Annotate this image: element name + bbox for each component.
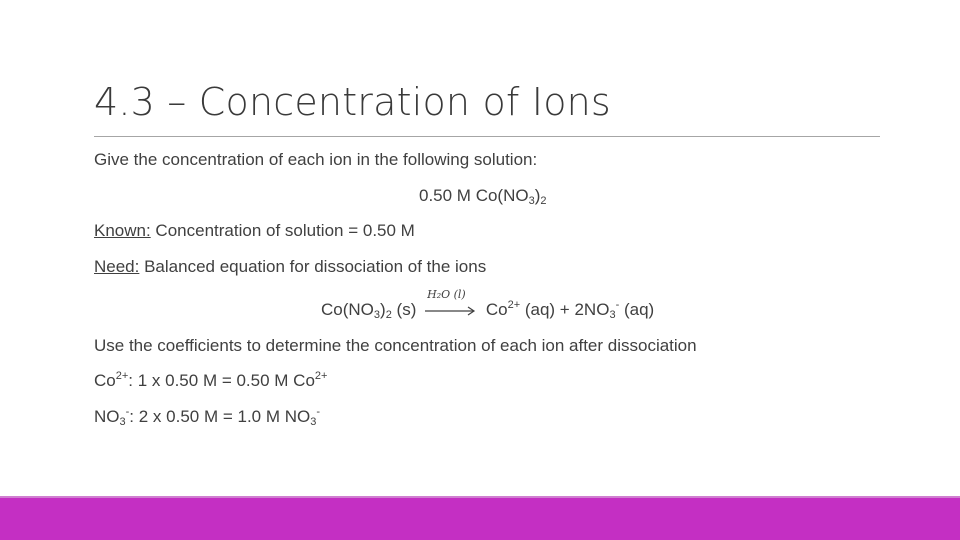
known-line — [94, 221, 415, 241]
reactant-sub2: 2 — [385, 309, 392, 321]
calc-no3-b: : 2 x 0.50 M = 1.0 M NO — [129, 407, 311, 426]
calc-co-a: Co — [94, 371, 116, 390]
solution-sub: 3 — [528, 195, 535, 207]
known-label: Known: — [94, 221, 151, 240]
calc-co-b-sup: 2+ — [314, 370, 328, 382]
calc-no3-b-sup: - — [316, 406, 321, 418]
footer-bar — [0, 498, 960, 540]
arrow-icon — [425, 305, 477, 317]
calc-no3-a-sup: - — [125, 406, 130, 418]
arrow-label: H₂O (l) — [427, 287, 466, 301]
instruction-text: Use the coefficients to determine the concentration of each ion after dissociation — [94, 336, 697, 355]
reactant-state: (s) — [391, 300, 417, 319]
reactant-sub: 3 — [373, 309, 381, 321]
reaction-arrow — [425, 287, 477, 321]
calc-cobalt — [94, 371, 327, 391]
need-line — [94, 257, 486, 277]
calc-no3-a-sub: 3 — [119, 416, 126, 428]
calc-no3-b-sub: 3 — [310, 416, 317, 428]
reactant-a: Co(NO — [321, 300, 374, 319]
need-label: Need: — [94, 257, 140, 276]
reactant-b: ) — [380, 300, 386, 319]
calc-nitrate — [94, 407, 320, 427]
product1-sup: 2+ — [507, 299, 521, 311]
calc-co-a-sup: 2+ — [115, 370, 129, 382]
calc-co-b: : 1 x 0.50 M = 0.50 M Co — [128, 371, 315, 390]
product2-sup: - — [615, 299, 620, 311]
product2-state: (aq) — [619, 300, 655, 319]
calc-no3-a: NO — [94, 407, 120, 426]
product1: Co — [485, 300, 508, 319]
product1-state: (aq) + — [520, 300, 575, 319]
product2: 2NO — [574, 300, 610, 319]
product2-sub: 3 — [609, 309, 616, 321]
title-divider — [94, 136, 880, 137]
dissociation-equation — [321, 287, 655, 321]
need-text: Balanced equation for dissociation of the ions — [139, 257, 487, 276]
slide-title: 4.3 – Concentration of Ions — [94, 80, 611, 124]
known-text: Concentration of solution = 0.50 M — [150, 221, 415, 240]
solution-prefix: 0.50 M Co(NO — [419, 186, 529, 205]
prompt-text: Give the concentration of each ion in the following solution: — [94, 150, 538, 169]
solution-sub2: 2 — [540, 195, 547, 207]
solution-suffix: ) — [534, 186, 541, 205]
solution-formula — [419, 186, 547, 206]
